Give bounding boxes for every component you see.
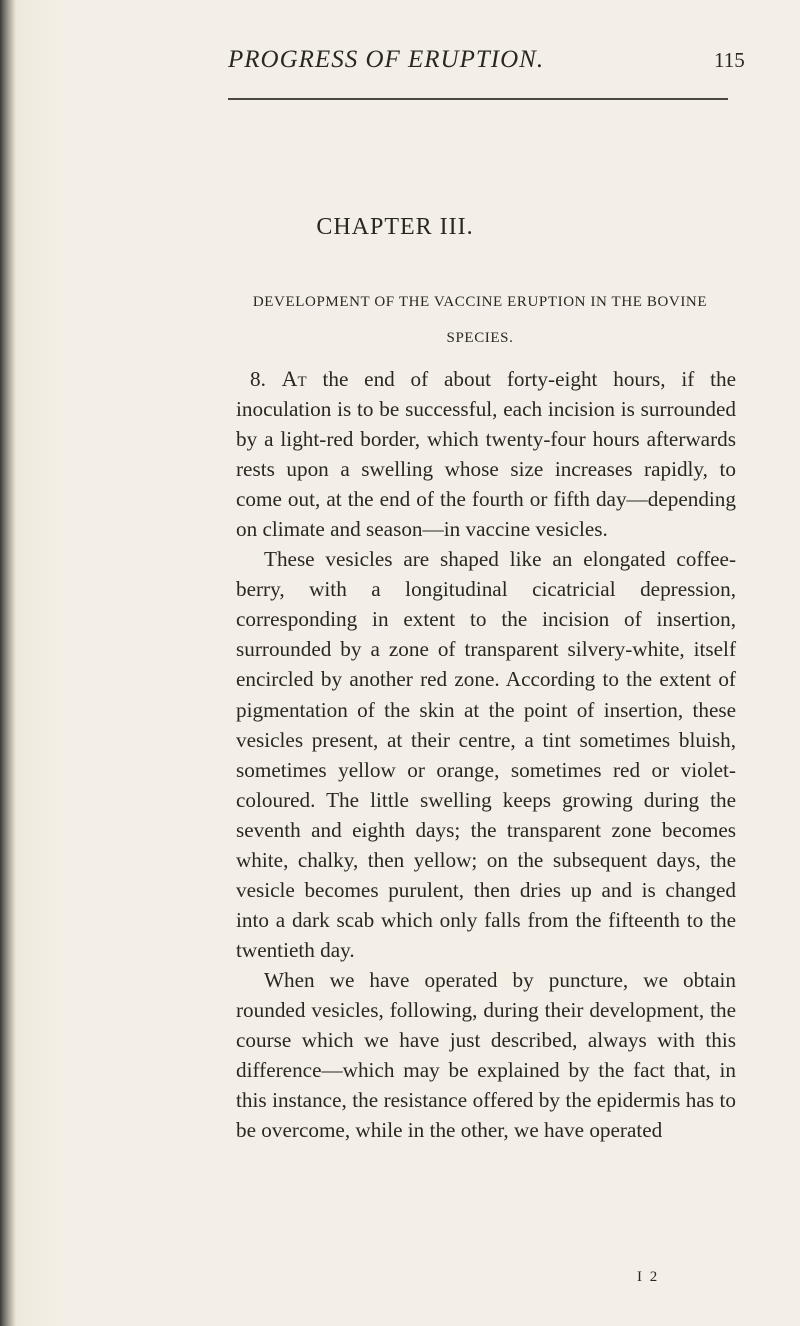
page-binding-edge — [0, 0, 16, 1326]
chapter-subtitle: DEVELOPMENT OF THE VACCINE ERUPTION IN THE BOVINE SPECIES. — [252, 294, 708, 346]
header-rule — [228, 98, 728, 100]
page-number: 115 — [714, 48, 745, 72]
running-head — [0, 46, 800, 86]
body-text — [236, 364, 736, 1145]
paragraph-lead-word: At — [281, 366, 307, 391]
paragraph-text: the end of about forty-eight hours, if the inoculation is to be successful, each incision is surrounded by a light-red border, which twenty-four hours afterwards rests upon a swelling whose size increases rapidly, to come out, at the end of the fourth or fifth day—depending on climate and season—in vaccine vesicles. — [236, 367, 736, 542]
paragraph — [236, 544, 736, 965]
paragraph — [236, 965, 736, 1145]
signature-mark: I 2 — [637, 1269, 660, 1285]
paragraph-text: When we have operated by puncture, we obtain rounded vesicles, following, during their development, the course which we have just described, always with this difference—which may be explained by the fact that, in this instance, the resistance offered by the epidermis has to be overcome, while in the other, we have operated — [236, 967, 736, 1143]
paragraph-number: 8. — [250, 367, 266, 391]
running-head-title: PROGRESS OF ERUPTION. — [228, 46, 545, 73]
paragraph — [236, 364, 736, 544]
chapter-title: CHAPTER III. — [316, 214, 474, 240]
paragraph-text: These vesicles are shaped like an elongated coffee-berry, with a longitudinal cicatricial depression, corresponding in extent to the incision of insertion, surrounded by a zone of transparent silvery-white, itself encircled by another red zone. According to the extent of pigmentation of the skin at the point of insertion, these vesicles present, at their centre, a tint sometimes bluish, sometimes yellow or orange, sometimes red or violet-coloured. The little swelling keeps growing during the seventh and eighth days; the transparent zone becomes white, chalky, then yellow; on the subsequent days, the vesicle becomes purulent, then dries up and is changed into a dark scab which only falls from the fifteenth to the twentieth day. — [236, 547, 736, 962]
